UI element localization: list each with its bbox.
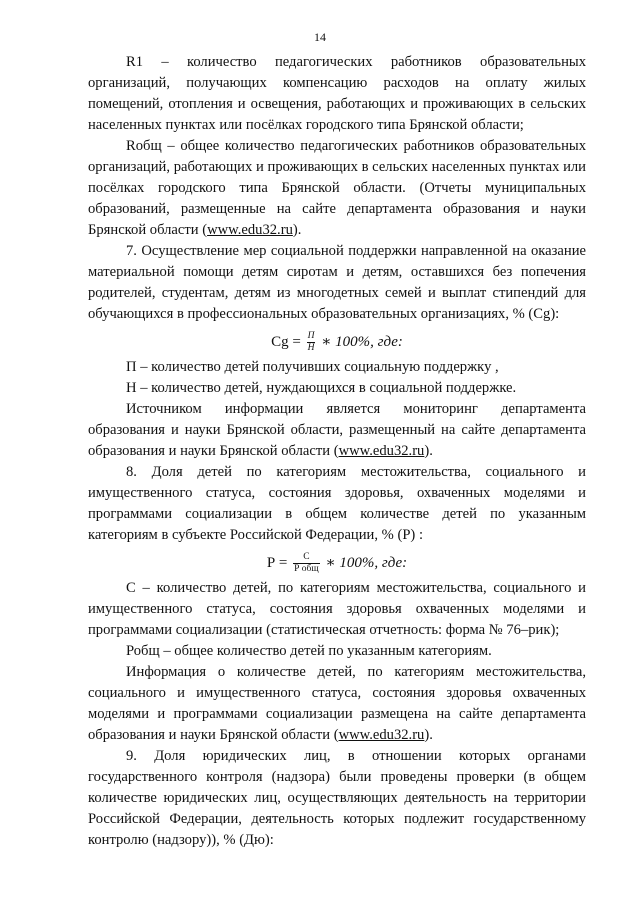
formula-cg-fraction bbox=[307, 331, 316, 354]
edu32-link[interactable]: www.edu32.ru bbox=[207, 222, 293, 238]
item-7: 7. Осуществление мер социальной поддержки направленной на оказание материальной помощи детям сиротам и детям, оставшихся без попечения родителей, студентам, детям из многодетных семей и выплат стипендий для обучающихся в профессиональных образовательных организациях, % (Cg): bbox=[88, 243, 586, 322]
document-body bbox=[88, 52, 586, 851]
n-definition: Н – количество детей, нуждающихся в социальной поддержке. bbox=[126, 380, 517, 396]
formula-cg-numerator: П bbox=[307, 331, 315, 342]
edu32-link[interactable]: www.edu32.ru bbox=[338, 727, 425, 743]
formula-p-numerator: С bbox=[293, 552, 320, 564]
p-definition: П – количество детей получивших социальную поддержку , bbox=[126, 359, 499, 375]
info8-tail: ). bbox=[424, 727, 433, 743]
formula-p-denominator: Р общ bbox=[294, 564, 319, 575]
item-8: 8. Доля детей по категориям местожительства, социального и имущественного статуса, состояния здоровья, охваченных моделями и программами социализации в общем количестве детей по указанным категориям в субъекте Российской Федерации, % (Р) : bbox=[88, 464, 586, 543]
pobsh-definition: Робщ – общее количество детей по указанным категориям. bbox=[126, 643, 492, 659]
c-definition: С – количество детей, по категориям местожительства, социального и имущественного статуса, состояния здоровья охваченных моделями и программами социализации (статистическая отчетность: форма № 76–рик); bbox=[88, 580, 586, 638]
r1-definition: R1 – количество педагогических работников образовательных организаций, получающих компенсацию расходов на оплату жилых помещений, отопления и освещения, работающих и проживающих в сельских населенных пунктах или посёлках городского типа Брянской области; bbox=[88, 54, 586, 133]
item-9: 9. Доля юридических лиц, в отношении которых органами государственного контроля (надзора) были проведены проверки (в общем количестве юридических лиц, осуществляющих деятельность на территории Российской Федерации, деятельность которых подлежит государственному контролю (надзору)), % (Дю): bbox=[88, 748, 586, 848]
formula-p-lhs: Р = bbox=[266, 555, 288, 571]
edu32-link[interactable]: www.edu32.ru bbox=[338, 443, 425, 459]
source7-text: Источником информации является мониторинг департамента образования и науки Брянской области, размещенный на сайте департамента образования и науки Брянской области ( bbox=[88, 401, 586, 459]
page-number: 14 bbox=[314, 30, 326, 44]
formula-p-rhs: ∗ 100%, где: bbox=[325, 555, 408, 571]
formula-cg-denominator: Н bbox=[307, 343, 315, 354]
robsh-tail: ). bbox=[292, 222, 302, 238]
item-7-source bbox=[88, 399, 586, 462]
formula-cg-lhs: Cg = bbox=[271, 334, 301, 350]
robsh-definition bbox=[88, 136, 586, 241]
robsh-text: Rобщ – общее количество педагогических работников образовательных организаций, работающих и проживающих в сельских населенных пунктах или посёлках городского типа Брянской области. (Отчеты муниципальных образований, размещенные на сайте департамента образования и науки Брянской области ( bbox=[88, 138, 586, 238]
formula-p-fraction bbox=[293, 552, 320, 575]
formula-cg bbox=[88, 329, 586, 355]
formula-p bbox=[88, 550, 586, 576]
item-8-info bbox=[88, 662, 586, 746]
formula-cg-rhs: ∗ 100%, где: bbox=[321, 334, 403, 350]
info8-text: Информация о количестве детей, по категориям местожительства, социального и имущественного статуса, состояния здоровья охваченных моделями и программами социализации размещена на сайте департамента образования и науки Брянской области ( bbox=[88, 664, 586, 743]
source7-tail: ). bbox=[424, 443, 433, 459]
